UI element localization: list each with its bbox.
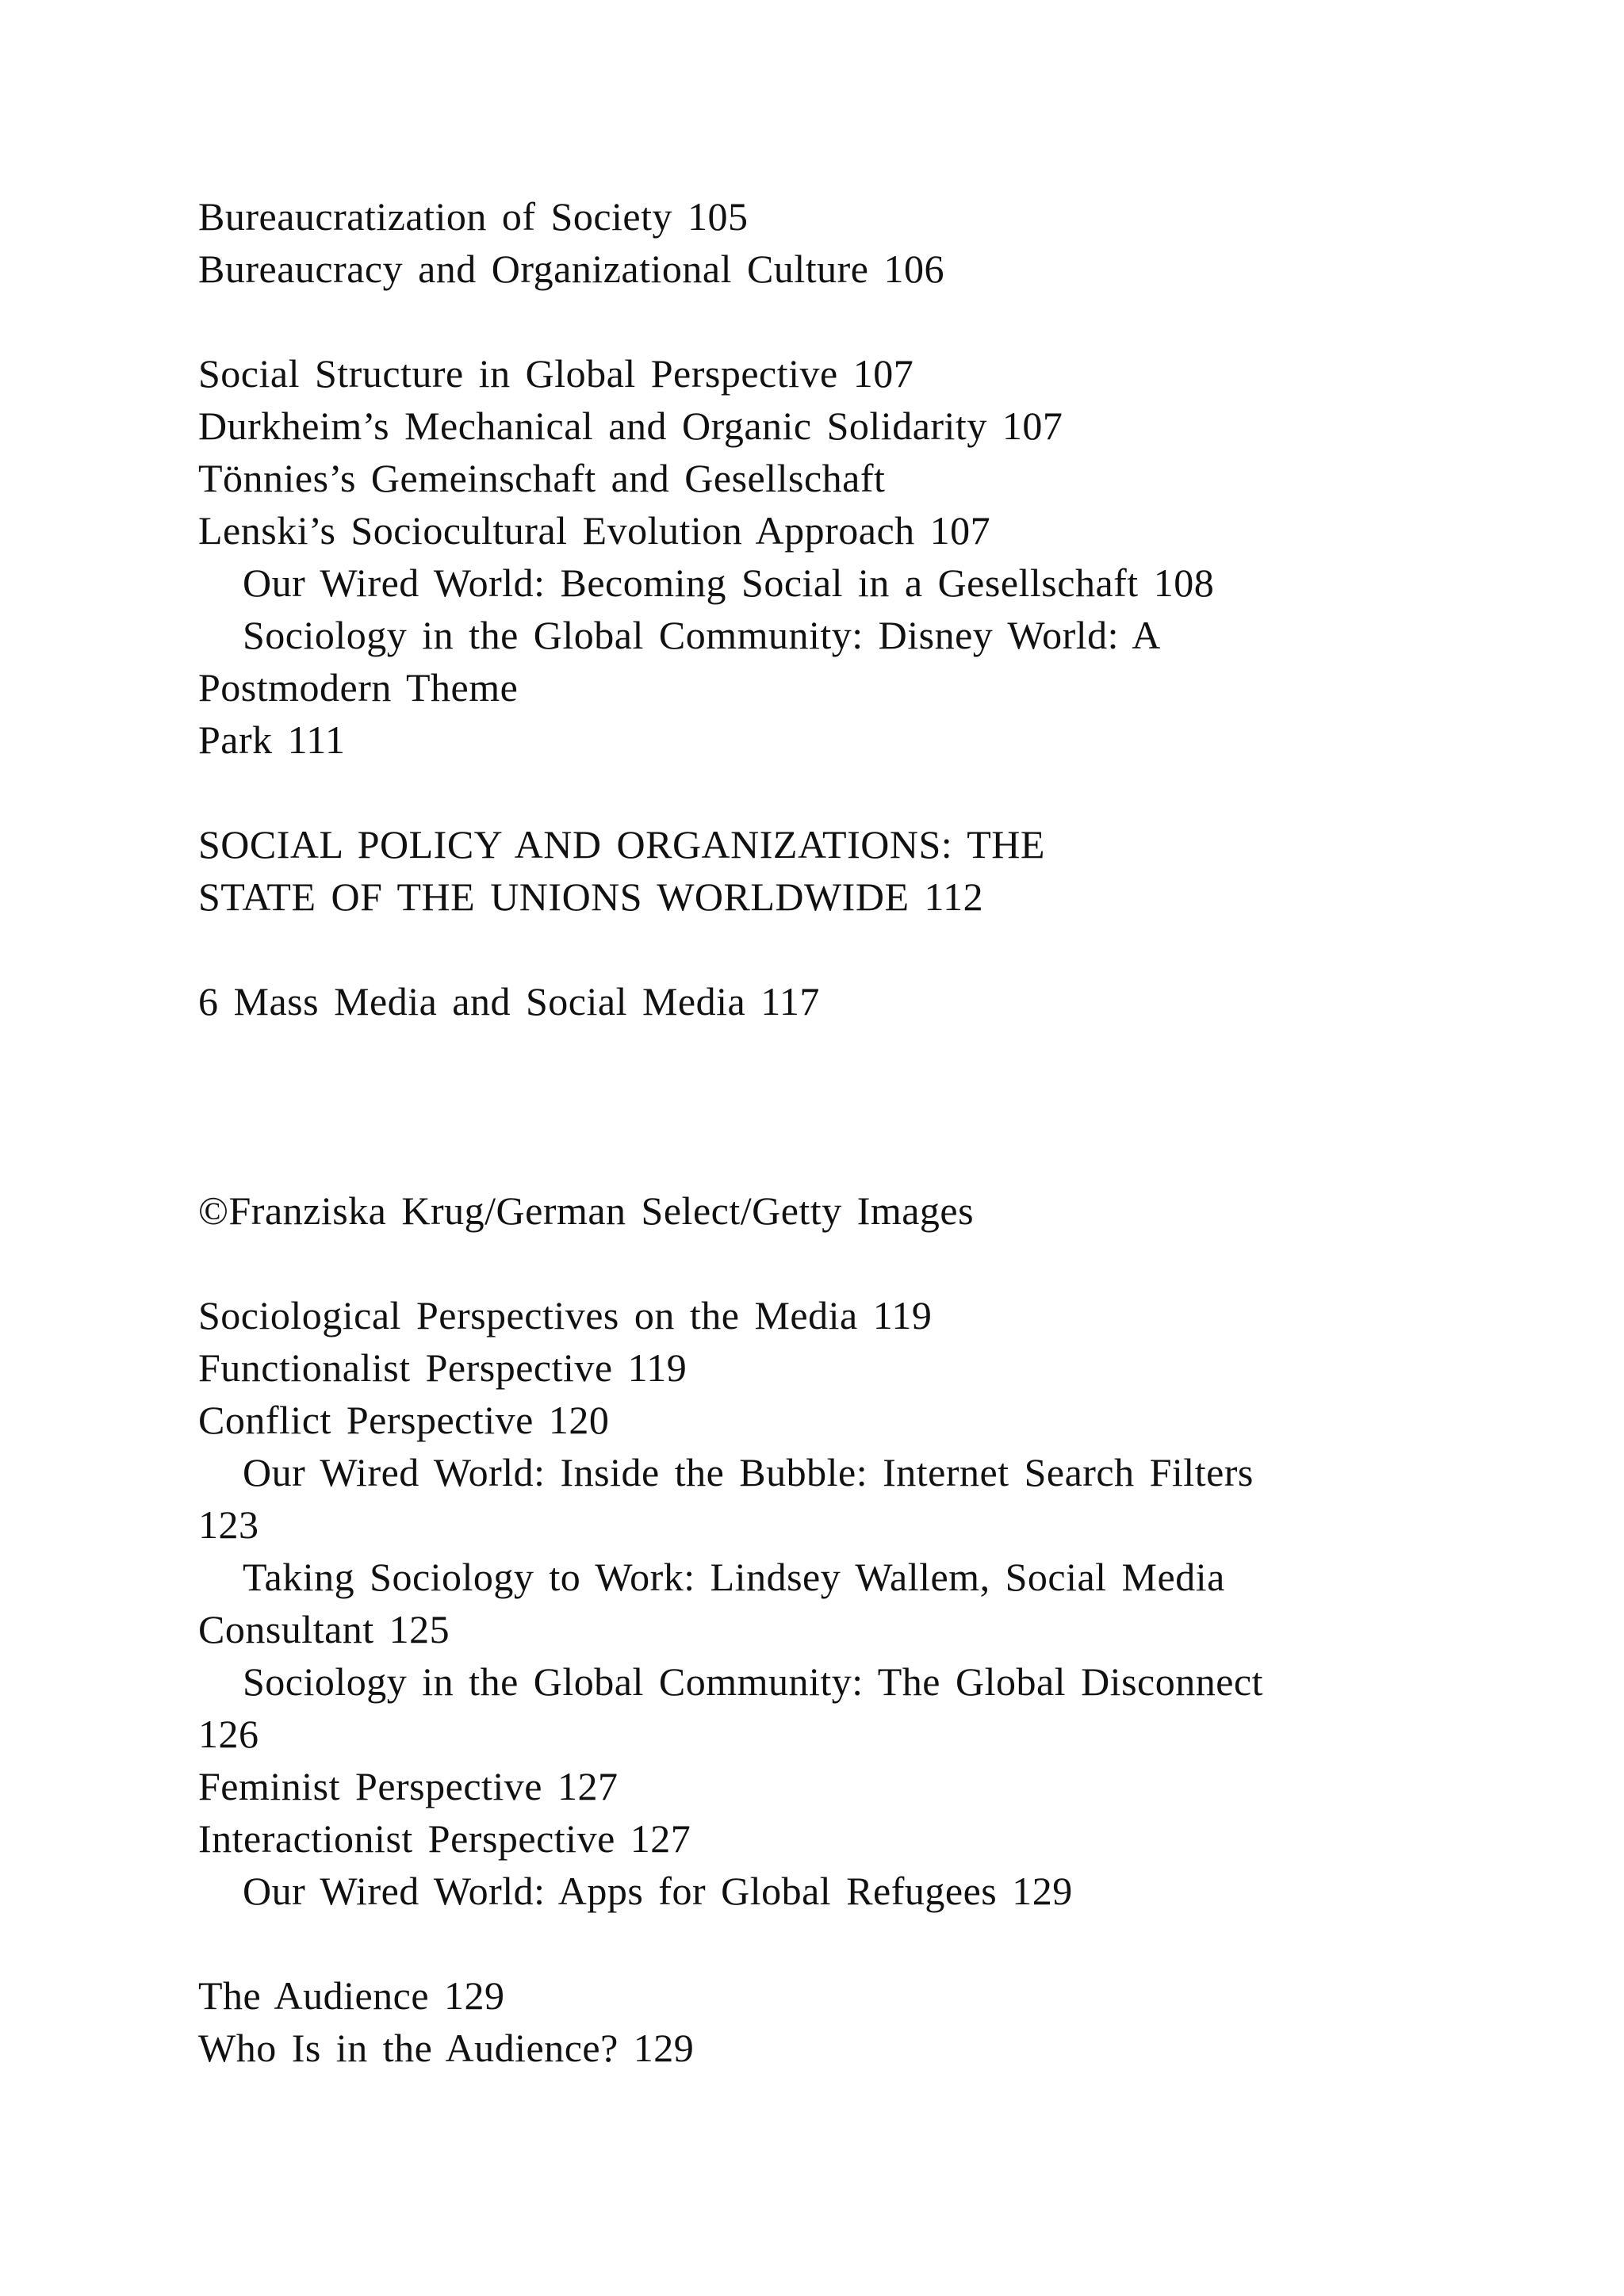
text-line: Sociological Perspectives on the Media 119 xyxy=(198,1293,933,1337)
credit-line: ©Franziska Krug/German Select/Getty Images xyxy=(198,1188,975,1233)
feature-line: Our Wired World: Apps for Global Refugees 129 xyxy=(243,1869,1073,1913)
text-line: Feminist Perspective 127 xyxy=(198,1764,619,1808)
text-line: Functionalist Perspective 119 xyxy=(198,1345,688,1390)
blank-line xyxy=(198,1132,1562,1184)
blank-line xyxy=(198,923,1562,975)
text-line: Bureaucratization of Society 105 xyxy=(198,194,749,239)
blank-line xyxy=(198,1080,1562,1132)
text-line: Who Is in the Audience? 129 xyxy=(198,2026,695,2070)
feature-line: Taking Sociology to Work: Lindsey Wallem, Social Media xyxy=(243,1555,1225,1599)
blank-line xyxy=(198,1027,1562,1080)
text-line: Social Structure in Global Perspective 107 xyxy=(198,351,914,396)
text-line: 126 xyxy=(198,1712,259,1756)
text-line: Interactionist Perspective 127 xyxy=(198,1816,691,1861)
blank-line xyxy=(198,295,1562,347)
text-line: Consultant 125 xyxy=(198,1607,450,1651)
text-line: Park 111 xyxy=(198,718,346,762)
feature-line: Sociology in the Global Community: Disney World: A xyxy=(243,613,1161,657)
text-line: Postmodern Theme xyxy=(198,665,519,710)
text-line: Lenski’s Sociocultural Evolution Approach 107 xyxy=(198,508,991,553)
feature-line: Our Wired World: Becoming Social in a Gesellschaft 108 xyxy=(243,561,1215,605)
text-line: Tönnies’s Gemeinschaft and Gesellschaft xyxy=(198,456,886,500)
contents-text xyxy=(198,190,1562,2074)
text-line: SOCIAL POLICY AND ORGANIZATIONS: THE xyxy=(198,822,1045,867)
text-line: Durkheim’s Mechanical and Organic Solidarity 107 xyxy=(198,404,1063,448)
text-line: STATE OF THE UNIONS WORLDWIDE 112 xyxy=(198,874,984,919)
feature-line: Sociology in the Global Community: The Global Disconnect xyxy=(243,1659,1263,1704)
feature-line: Our Wired World: Inside the Bubble: Internet Search Filters xyxy=(243,1450,1254,1494)
text-line: Conflict Perspective 120 xyxy=(198,1398,610,1442)
blank-line xyxy=(198,766,1562,818)
text-line: 123 xyxy=(198,1502,259,1547)
chapter-line: 6 Mass Media and Social Media 117 xyxy=(198,979,820,1024)
blank-line xyxy=(198,1917,1562,1969)
text-line: Bureaucracy and Organizational Culture 106 xyxy=(198,247,944,291)
blank-line xyxy=(198,1237,1562,1289)
text-line: The Audience 129 xyxy=(198,1973,505,2018)
